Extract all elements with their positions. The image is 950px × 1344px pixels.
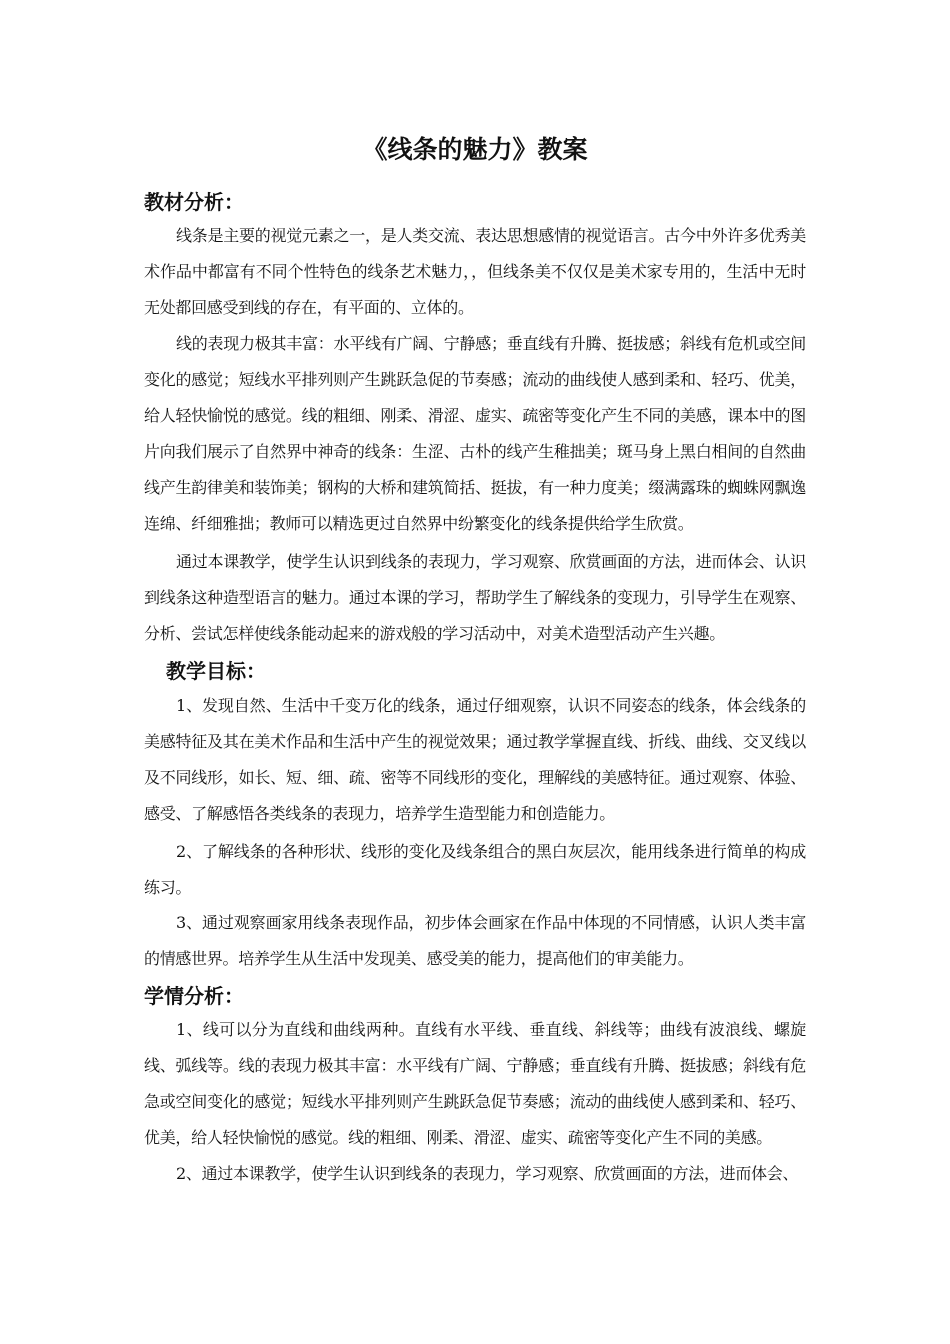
- paragraph: 2、通过本课教学，使学生认识到线条的表现力，学习观察、欣赏画面的方法，进而体会、: [176, 1164, 799, 1183]
- paragraph: 3、通过观察画家用线条表现作品，初步体会画家在作品中体现的不同情感，认识人类丰富的情感世界。培养学生从生活中发现美、感受美的能力，提高他们的审美能力。: [144, 913, 806, 968]
- paragraph: 通过本课教学，使学生认识到线条的表现力，学习观察、欣赏画面的方法，进而体会、认识到线条这种造型语言的魅力。通过本课的学习，帮助学生了解线条的变现力，引导学生在观察、分析、尝试怎样使线条能动起来的游戏般的学习活动中，对美术造型活动产生兴趣。: [144, 552, 806, 643]
- section-heading-student-analysis: 学情分析：: [144, 984, 244, 1008]
- paragraph: 2、了解线条的各种形状、线形的变化及线条组合的黑白灰层次，能用线条进行简单的构成练习。: [144, 842, 806, 897]
- paragraph: 线的表现力极其丰富：水平线有广阔、宁静感；垂直线有升腾、挺拔感；斜线有危机或空间变化的感觉；短线水平排列则产生跳跃急促的节奏感；流动的曲线使人感到柔和、轻巧、优美，给人轻快愉悦的感觉。线的粗细、刚柔、滑涩、虚实、疏密等变化产生不同的美感，课本中的图片向我们展示了自然界中神奇的线条：生涩、古朴的线产生稚拙美；斑马身上黑白相间的自然曲线产生韵律美和装饰美；钢构的大桥和建筑简括、挺拔，有一种力度美；缀满露珠的蜘蛛网飘逸连绵、纤细雅拙；教师可以精选更过自然界中纷繁变化的线条提供给学生欣赏。: [144, 334, 806, 533]
- section-heading-textbook-analysis: 教材分析：: [144, 190, 244, 214]
- section-heading-teaching-goals: 教学目标：: [166, 659, 266, 683]
- document-title: 《线条的魅力》教案: [362, 135, 588, 164]
- paragraph: 1、发现自然、生活中千变万化的线条，通过仔细观察，认识不同姿态的线条，体会线条的美感特征及其在美术作品和生活中产生的视觉效果；通过教学掌握直线、折线、曲线、交叉线以及不同线形，如长、短、细、疏、密等不同线形的变化，理解线的美感特征。通过观察、体验、感受、了解感悟各类线条的表现力，培养学生造型能力和创造能力。: [144, 696, 806, 823]
- paragraph: 线条是主要的视觉元素之一，是人类交流、表达思想感情的视觉语言。古今中外许多优秀美术作品中都富有不同个性特色的线条艺术魅力，，但线条美不仅仅是美术家专用的，生活中无时无处都回感受到线的存在，有平面的、立体的。: [144, 226, 806, 317]
- paragraph: 1、线可以分为直线和曲线两种。直线有水平线、垂直线、斜线等；曲线有波浪线、螺旋线、弧线等。线的表现力极其丰富：水平线有广阔、宁静感；垂直线有升腾、挺拔感；斜线有危急或空间变化的感觉；短线水平排列则产生跳跃急促节奏感；流动的曲线使人感到柔和、轻巧、优美，给人轻快愉悦的感觉。线的粗细、刚柔、滑涩、虚实、疏密等变化产生不同的美感。: [144, 1020, 806, 1147]
